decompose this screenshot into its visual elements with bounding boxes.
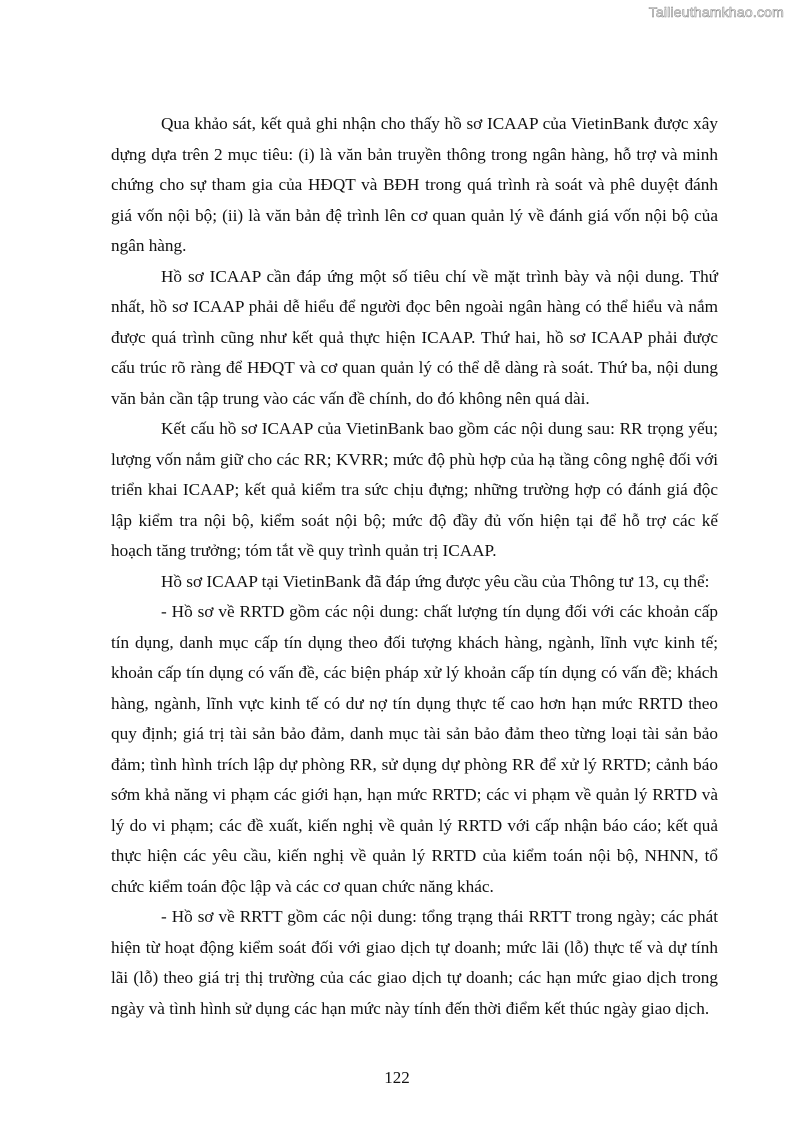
- paragraph-market-risk: - Hồ sơ về RRTT gồm các nội dung: tổng trạng thái RRTT trong ngày; các phát hiện từ hoạt động kiểm soát đối với giao dịch tự doanh; mức lãi (lỗ) thực tế và dự tính lãi (lỗ) theo giá trị thị trường của các giao dịch tự doanh; các hạn mức giao dịch trong ngày và tình hình sử dụng các hạn mức này tính đến thời điểm kết thúc ngày giao dịch.: [111, 907, 718, 1018]
- paragraph-icaap-objectives: Qua khảo sát, kết quả ghi nhận cho thấy hồ sơ ICAAP của VietinBank được xây dựng dựa trên 2 mục tiêu: (i) là văn bản truyền thông trong ngân hàng, hỗ trợ và minh chứng cho sự tham gia của HĐQT và BĐH trong quá trình rà soát và phê duyệt đánh giá vốn nội bộ; (ii) là văn bản đệ trình lên cơ quan quản lý về đánh giá vốn nội bộ của ngân hàng.: [111, 114, 718, 255]
- watermark-text: Tailieuthamkhao.com: [648, 4, 784, 20]
- paragraph-circular-13: Hồ sơ ICAAP tại VietinBank đã đáp ứng được yêu cầu của Thông tư 13, cụ thể:: [161, 571, 710, 591]
- page-number: 122: [384, 1068, 410, 1087]
- paragraph-credit-risk: - Hồ sơ về RRTD gồm các nội dung: chất lượng tín dụng đối với các khoản cấp tín dụng, danh mục cấp tín dụng theo đối tượng khách hàng, ngành, lĩnh vực kinh tế; khoản cấp tín dụng có vấn đề, các biện pháp xử lý khoản cấp tín dụng có vấn đề; khách hàng, ngành, lĩnh vực kinh tế có dư nợ tín dụng thực tế cao hơn hạn mức RRTD theo quy định; giá trị tài sản bảo đảm, danh mục tài sản bảo đảm theo từng loại tài sản bảo đảm; tình hình trích lập dự phòng RR, sử dụng dự phòng RR để xử lý RRTD; cảnh báo sớm khả năng vi phạm các giới hạn, hạn mức RRTD; các vi phạm về quản lý RRTD và lý do vi phạm; các đề xuất, kiến nghị về quản lý RRTD với cấp nhận báo cáo; kết quả thực hiện các yêu cầu, kiến nghị về quản lý RRTD của kiểm toán nội bộ, NHNN, tổ chức kiểm toán độc lập và các cơ quan chức năng khác.: [111, 602, 718, 896]
- document-body: [111, 109, 718, 1024]
- paragraph-icaap-criteria: Hồ sơ ICAAP cần đáp ứng một số tiêu chí về mặt trình bày và nội dung. Thứ nhất, hồ sơ ICAAP phải dễ hiểu để người đọc bên ngoài ngân hàng có thể hiểu và nắm được quá trình cũng như kết quả thực hiện ICAAP. Thứ hai, hồ sơ ICAAP phải được cấu trúc rõ ràng để HĐQT và cơ quan quản lý có thể dễ dàng rà soát. Thứ ba, nội dung văn bản cần tập trung vào các vấn đề chính, do đó không nên quá dài.: [111, 266, 718, 408]
- paragraph-icaap-structure: Kết cấu hồ sơ ICAAP của VietinBank bao gồm các nội dung sau: RR trọng yếu; lượng vốn nắm giữ cho các RR; KVRR; mức độ phù hợp của hạ tầng công nghệ đối với triển khai ICAAP; kết quả kiểm tra sức chịu đựng; những trường hợp có đánh giá độc lập kiểm tra nội bộ, kiểm soát nội bộ; mức độ đầy đủ vốn hiện tại để hỗ trợ các kế hoạch tăng trưởng; tóm tắt về quy trình quản trị ICAAP.: [111, 419, 718, 560]
